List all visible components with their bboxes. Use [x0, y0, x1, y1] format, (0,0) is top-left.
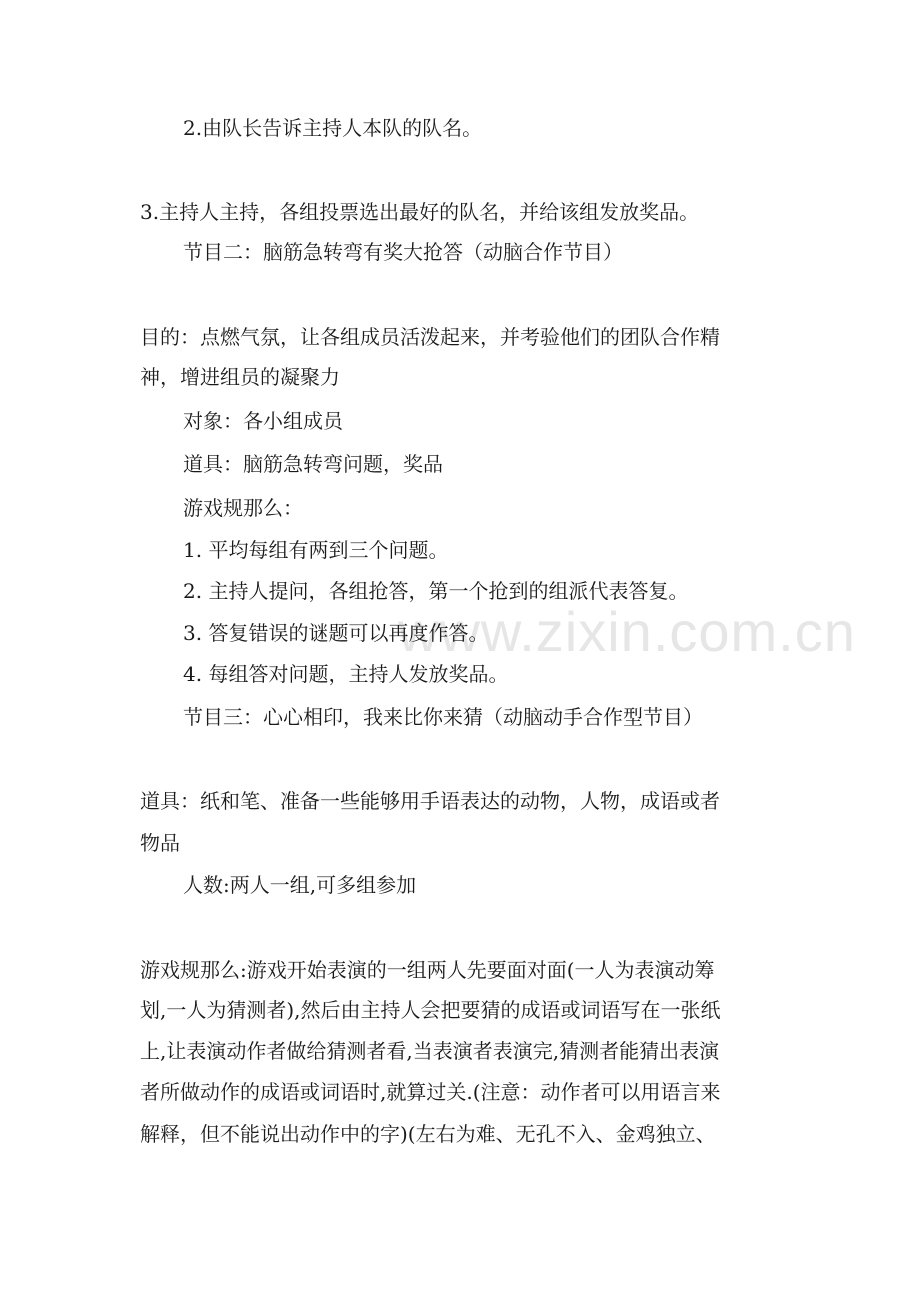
text-line-rules: 游戏规那么： — [183, 496, 303, 520]
text-line-people: 人数:两人一组,可多组参加 — [183, 873, 417, 897]
list-item-4: 4. 每组答对问题，主持人发放奖品。 — [183, 662, 509, 686]
watermark: www.zixin.com.cn — [398, 600, 856, 663]
text-line-purpose-cont: 神，增进组员的凝聚力 — [140, 365, 340, 389]
text-line-1: 2.由队长告诉主持人本队的队名。 — [183, 116, 483, 140]
text-line-props-2-cont: 物品 — [140, 831, 180, 855]
section-heading-2: 节目二：脑筋急转弯有奖大抢答（动脑合作节目） — [183, 240, 623, 264]
section-heading-3: 节目三：心心相印，我来比你来猜（动脑动手合作型节目） — [183, 705, 703, 729]
text-line-purpose: 目的：点燃气氛，让各组成员活泼起来，并考验他们的团队合作精 — [140, 325, 720, 349]
list-item-1: 1. 平均每组有两到三个问题。 — [183, 538, 449, 562]
list-item-2: 2. 主持人提问，各组抢答，第一个抢到的组派代表答复。 — [183, 579, 689, 603]
rules-paragraph-line-1: 游戏规那么:游戏开始表演的一组两人先要面对面(一人为表演动筹 — [140, 958, 715, 982]
list-item-3: 3. 答复错误的谜题可以再度作答。 — [183, 621, 489, 645]
rules-paragraph-line-3: 上,让表演动作者做给猜测者看,当表演者表演完,猜测者能猜出表演 — [140, 1039, 720, 1063]
text-line-props-2: 道具：纸和笔、准备一些能够用手语表达的动物，人物，成语或者 — [140, 789, 720, 813]
rules-paragraph-line-4: 者所做动作的成语或词语时,就算过关.(注意：动作者可以用语言来 — [140, 1080, 721, 1104]
text-line-props: 道具：脑筋急转弯问题，奖品 — [183, 452, 443, 476]
rules-paragraph-line-2: 划,一人为猜测者),然后由主持人会把要猜的成语或词语写在一张纸 — [140, 998, 721, 1022]
text-line-target: 对象：各小组成员 — [183, 409, 343, 433]
text-line-2: 3.主持人主持，各组投票选出最好的队名，并给该组发放奖品。 — [140, 200, 700, 224]
rules-paragraph-line-5: 解释，但不能说出动作中的字)(左右为难、无孔不入、金鸡独立、 — [140, 1122, 716, 1146]
